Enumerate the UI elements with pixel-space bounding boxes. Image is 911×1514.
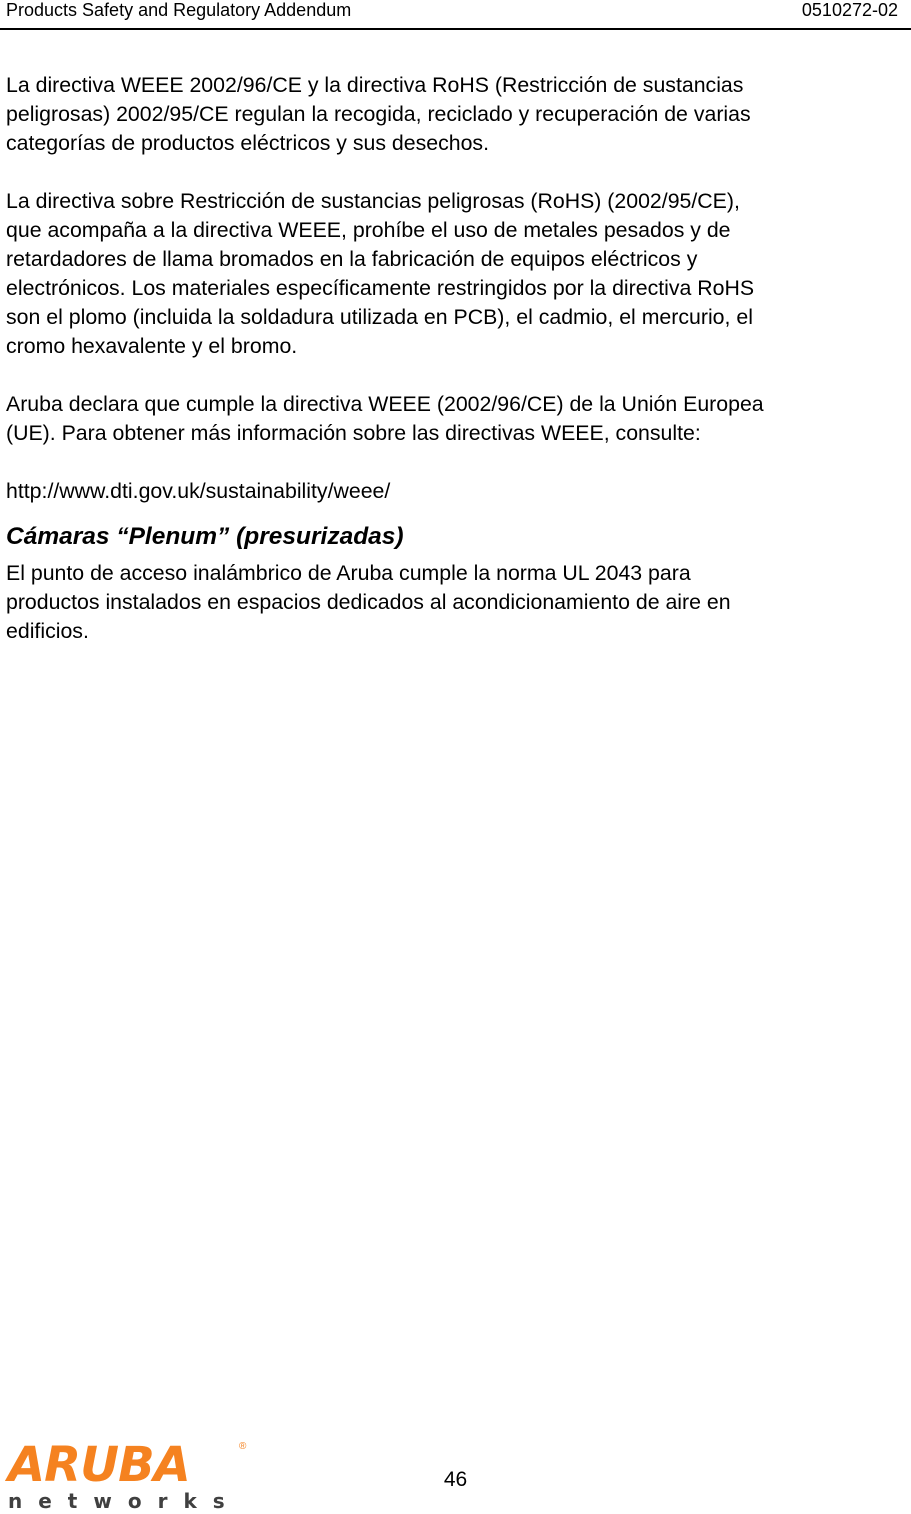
page-header [0, 0, 911, 30]
section-heading-plenum: Cámaras “Plenum” (presurizadas) [6, 523, 404, 550]
paragraph-rohs-details: La directiva sobre Restricción de sustancias peligrosas (RoHS) (2002/95/CE), que acompaña a la directiva WEEE, prohíbe el uso de metales pesados y de retardadores de llama bromados en la fabricación de equipos eléctricos y electrónicos. Los materiales específicamente restringidos por la directiva RoHS son el plomo (incluida la soldadura utilizada en PCB), el cadmio, el mercurio, el cromo hexavalente y el bromo. [6, 189, 755, 358]
paragraph-plenum: El punto de acceso inalámbrico de Aruba cumple la norma UL 2043 para productos instalados en espacios dedicados al acondicionamiento de aire en edificios. [6, 561, 731, 643]
aruba-logo-wordmark: ARUBA [8, 1437, 190, 1493]
paragraph-aruba-declaration: Aruba declara que cumple la directiva WEEE (2002/96/CE) de la Unión Europea (UE). Para obtener más información sobre las directivas WEEE, consulte: [6, 392, 764, 445]
document-title: Products Safety and Regulatory Addendum [6, 0, 352, 20]
registered-mark: ® [239, 1441, 247, 1452]
page-content [6, 71, 901, 646]
paragraph-weee-rohs-intro: La directiva WEEE 2002/96/CE y la directiva RoHS (Restricción de sustancias peligrosas) 2002/95/CE regulan la recogida, reciclado y recuperación de varias categorías de productos eléctricos y sus desechos. [6, 73, 751, 155]
weee-url: http://www.dti.gov.uk/sustainability/weee/ [6, 479, 391, 503]
page-number: 46 [443, 1468, 468, 1491]
document-number: 0510272-02 [801, 0, 898, 20]
aruba-logo-networks-text: networks [8, 1489, 241, 1513]
